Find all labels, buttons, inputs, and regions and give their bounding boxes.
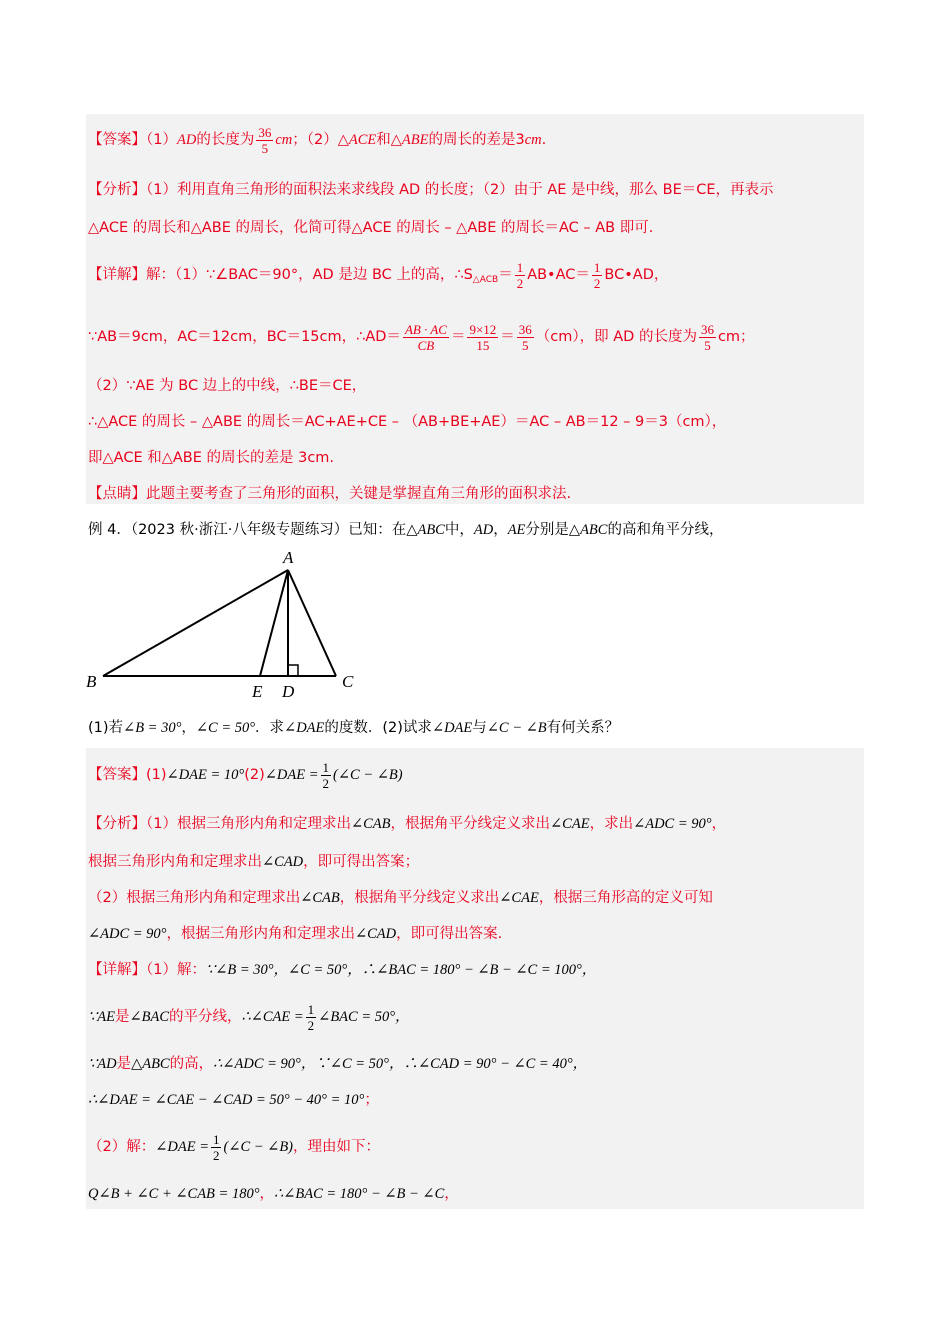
- ex4-detail-line-6: Q∠B + ∠C + ∠CAB = 180°，∴∠BAC = 180° − ∠B − ∠C，: [88, 1186, 459, 1202]
- ex3-detail-line-4: ∴△ACE 的周长 – △ABE 的周长＝AC+AE+CE – （AB+BE+AE）＝AC – AB＝12 – 9＝3（cm），: [88, 414, 727, 430]
- side-ab: [103, 570, 288, 676]
- ex3-detail-line-2: ∵AB＝9cm，AC＝12cm，BC＝15cm，∴AD＝ $\frac{AB \cdot AC}{CB}$ ＝ $\frac{9\times 12}{15}$ ＝ $\frac{36}{5}$ （cm），即 AD 的长度为 $\frac{36}{5}$ cm；: [88, 321, 755, 353]
- fraction-half-2: $\frac{1}{2}$: [593, 259, 601, 291]
- ex4-detail-line-4: ∴∠DAE = ∠CAE − ∠CAD = 50° − 40° = 10°；: [88, 1092, 379, 1108]
- label-d: D: [282, 682, 295, 701]
- ex4-question: 例 4．（2023 秋·浙江·八年级专题练习）已知：在△ABC中，AD，AE分别是△ABC的高和角平分线，: [88, 522, 724, 538]
- label-b: B: [86, 672, 97, 691]
- side-ac: [288, 570, 336, 676]
- label-e: E: [252, 682, 263, 701]
- ex4-analysis-line-1: 【分析】（1）根据三角形内角和定理求出∠CAB，根据角平分线定义求出∠CAE，求出∠ADC = 90°，: [88, 816, 727, 832]
- ex4-analysis-line-3: （2）根据三角形内角和定理求出∠CAB，根据角平分线定义求出∠CAE，根据三角形高的定义可知: [88, 890, 713, 906]
- label-a: A: [283, 548, 294, 567]
- ex4-detail-line-3: ∵AD是△ABC的高，∴∠ADC = 90°，∵∠C = 50°，∴∠CAD = 90° − ∠C = 40°，: [88, 1056, 588, 1072]
- ex3-detail-line-3: （2）∵AE 为 BC 边上的中线，∴BE＝CE，: [88, 378, 367, 394]
- ex3-solution-panel: [86, 114, 864, 504]
- ex4-answer: 【答案】(1)∠DAE = 10°(2)∠DAE = $\frac{1}{2}$ (∠C − ∠B): [88, 759, 403, 791]
- fraction-half-detail: $\frac{1}{2}$: [307, 1001, 315, 1033]
- ex3-detail-line-5: 即△ACE 和△ABE 的周长的差是 3cm.: [88, 450, 335, 466]
- ex3-answer: 【答案】（1）AD的长度为 $\frac{36}{5}$ cm；（2）△ACE和△ABE的周长的差是3cm.: [88, 124, 547, 156]
- ex4-analysis-line-4: ∠ADC = 90°，根据三角形内角和定理求出∠CAD，即可得出答案.: [88, 926, 503, 942]
- fraction-36-5-b: $\frac{36}{5}$: [518, 321, 532, 353]
- segment-ae: [260, 570, 288, 676]
- ex4-detail-line-2: ∵AE是∠BAC的平分线，∴∠CAE = $\frac{1}{2}$ ∠BAC = 50°，: [88, 1001, 410, 1033]
- ex4-detail-line-1: 【详解】（1）解：∵∠B = 30°，∠C = 50°，∴∠BAC = 180° − ∠B − ∠C = 100°，: [88, 962, 597, 978]
- triangle-diagram: [80, 545, 380, 705]
- ex4-detail-line-5: （2）解：∠DAE = $\frac{1}{2}$ (∠C − ∠B)，理由如下：: [88, 1131, 381, 1163]
- ex3-analysis-line-2: △ACE 的周长和△ABE 的周长，化简可得△ACE 的周长 – △ABE 的周长＝AC – AB 即可.: [88, 220, 654, 236]
- ex3-analysis-line-1: 【分析】（1）利用直角三角形的面积法来求线段 AD 的长度；（2）由于 AE 是中线，那么 BE＝CE，再表示: [88, 182, 774, 198]
- fraction-36-5-c: $\frac{36}{5}$: [700, 321, 714, 353]
- ex4-subquestions: (1)若∠B = 30°，∠C = 50°．求∠DAE的度数．(2)试求∠DAE与∠C − ∠B有何关系？: [88, 720, 620, 736]
- right-angle-mark: [288, 665, 298, 676]
- fraction-36-5: $\frac{36}{5}$: [258, 124, 272, 156]
- fraction-half-ans: $\frac{1}{2}$: [322, 759, 330, 791]
- ex3-detail-line-1: 【详解】解：（1）∵∠BAC＝90°，AD 是边 BC 上的高，$\therefore S_{\triangle ACB}=$ $\frac{1}{2}$ AB•AC＝ $\frac{1}{2}$ BC•AD，: [88, 259, 669, 291]
- fraction-half-part2: $\frac{1}{2}$: [212, 1131, 220, 1163]
- fraction-9x12-15: $\frac{9\times 12}{15}$: [469, 321, 497, 353]
- fraction-ab-ac-cb: $\frac{AB \cdot AC}{CB}$: [404, 321, 447, 353]
- fraction-half: $\frac{1}{2}$: [516, 259, 524, 291]
- ex4-analysis-line-2: 根据三角形内角和定理求出∠CAD，即可得出答案；: [88, 854, 420, 870]
- ex3-tip: 【点睛】此题主要考查了三角形的面积，关键是掌握直角三角形的面积求法.: [88, 486, 572, 502]
- label-c: C: [342, 672, 354, 691]
